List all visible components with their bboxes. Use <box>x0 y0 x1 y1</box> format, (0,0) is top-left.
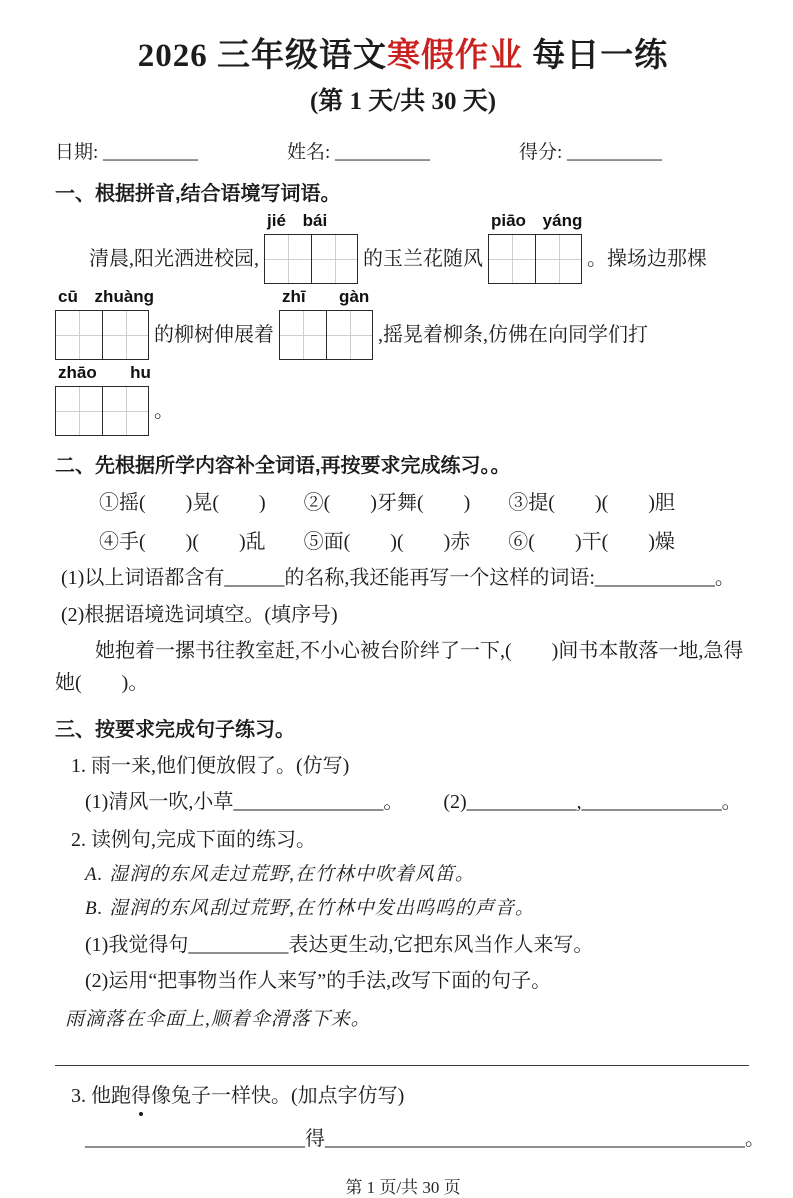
name-field <box>287 137 519 164</box>
pinyin-label-jiebai: jié bái <box>267 211 328 231</box>
example-sentence-b: B. 湿润的东风刮过荒野,在竹林中发出呜呜的声音。 <box>85 898 535 920</box>
pinyin-label-zhaohu: zhāo hu <box>58 363 151 383</box>
date-blank-line: __________ <box>103 142 199 164</box>
item3-dotted-char: 得 <box>131 1080 151 1112</box>
writing-cell <box>102 387 148 435</box>
date-field <box>55 137 287 164</box>
writing-grid-zhaohu <box>55 363 151 436</box>
item3-mid-char: 得 <box>305 1127 325 1150</box>
section3-item2-q1: (1)我觉得句__________表达更生动,它把东风当作人来写。 <box>85 933 594 956</box>
writing-box <box>488 234 582 284</box>
section2-words-line1 <box>99 488 751 519</box>
writing-grid-cuzhuang <box>55 287 155 360</box>
title-right: 每日一练 <box>523 38 669 74</box>
section3-heading: 三、按要求完成句子练习。 <box>55 718 295 741</box>
word-group-3: ③提( )( )胆 <box>508 492 675 515</box>
section1-row2 <box>55 287 751 360</box>
writing-cell <box>280 311 326 359</box>
date-label: 日期: <box>55 142 104 164</box>
writing-box <box>264 234 358 284</box>
writing-cell <box>489 235 535 283</box>
page-subtitle: (第 1 天/共 30 天) <box>309 88 497 116</box>
section3-item2-q2: (2)运用“把事物当作人来写”的手法,改写下面的句子。 <box>85 969 552 992</box>
writing-cell <box>535 235 581 283</box>
word-group-5: ⑤面( )( )赤 <box>303 531 471 554</box>
name-label: 姓名: <box>287 142 336 164</box>
page-number: 第 1 页/共 30 页 <box>345 1177 461 1197</box>
writing-cell <box>326 311 372 359</box>
row1-text2: 的玉兰花随风 <box>363 248 483 271</box>
row3-text1: 。 <box>154 400 174 423</box>
word-group-2: ②( )牙舞( ) <box>303 492 471 515</box>
writing-cell <box>265 235 311 283</box>
item3-fill-line <box>85 1122 765 1151</box>
item3-blank-right: __________________________________________ <box>325 1127 745 1150</box>
score-blank-line: __________ <box>567 142 663 164</box>
writing-cell <box>102 311 148 359</box>
section1-row1 <box>55 211 751 284</box>
item1-blank-a: (1)清风一吹,小草_______________。 <box>85 790 404 813</box>
writing-cell <box>311 235 357 283</box>
pinyin-label-cuzhuang: cū zhuàng <box>58 287 155 307</box>
section2-question1: (1)以上词语都含有______的名称,我还能再写一个这样的词语:____________。 <box>61 567 735 590</box>
section1-heading: 一、根据拼音,结合语境写词语。 <box>55 183 341 206</box>
title-highlight-red: 寒假作业 <box>387 38 523 74</box>
writing-box <box>55 310 149 360</box>
row2-text1: 的柳树伸展着 <box>154 324 274 347</box>
name-blank-line: __________ <box>335 142 431 164</box>
info-row <box>55 137 751 164</box>
section3-item1-blanks <box>85 786 751 818</box>
writing-grid-jiebai <box>264 211 358 284</box>
section2-question2: (2)根据语境选词填空。(填序号) <box>61 603 338 626</box>
item3-prefix: 3. 他跑 <box>71 1084 131 1107</box>
item3-blank-left: ______________________ <box>85 1127 305 1150</box>
section2-words-line2 <box>99 527 751 558</box>
writing-cell <box>56 311 102 359</box>
rewrite-source-sentence: 雨滴落在伞面上,顺着伞滑落下来。 <box>65 1008 371 1030</box>
example-sentence-a: A. 湿润的东风走过荒野,在竹林中吹着风笛。 <box>85 863 475 885</box>
word-group-4: ④手( )( )乱 <box>99 531 266 554</box>
writing-cell <box>56 387 102 435</box>
row1-text3: 。操场边那棵 <box>587 248 707 271</box>
item1-blank-b: (2)___________,______________。 <box>443 790 742 813</box>
title-left: 2026 三年级语文 <box>137 38 387 74</box>
score-label: 得分: <box>519 142 568 164</box>
pinyin-label-piaoyang: piāo yáng <box>491 211 583 231</box>
word-group-1: ①摇( )晃( ) <box>99 492 266 515</box>
section3-item3 <box>71 1080 751 1112</box>
item3-period: 。 <box>745 1127 765 1150</box>
pinyin-label-zhigan: zhī gàn <box>282 287 370 307</box>
section1-row3 <box>55 363 751 436</box>
writing-box <box>279 310 373 360</box>
page-title <box>55 36 751 77</box>
writing-box <box>55 386 149 436</box>
writing-grid-piaoyang <box>488 211 583 284</box>
answer-line <box>55 1065 749 1066</box>
section2-passage: 她抱着一摞书往教室赶,不小心被台阶绊了一下,( )间书本散落一地,急得她( )。 <box>55 640 744 695</box>
writing-grid-zhigan <box>279 287 373 360</box>
row2-text2: ,摇晃着柳条,仿佛在向同学们打 <box>378 324 648 347</box>
section2-heading: 二、先根据所学内容补全词语,再按要求完成练习。。 <box>55 455 511 478</box>
section3-item2: 2. 读例句,完成下面的练习。 <box>71 828 316 851</box>
row1-text1: 清晨,阳光洒进校园, <box>89 248 259 271</box>
score-field <box>519 137 662 164</box>
item3-suffix: 像兔子一样快。(加点字仿写) <box>151 1084 405 1107</box>
word-group-6: ⑥( )干( )燥 <box>508 531 675 554</box>
section3-item1: 1. 雨一来,他们便放假了。(仿写) <box>71 754 350 777</box>
